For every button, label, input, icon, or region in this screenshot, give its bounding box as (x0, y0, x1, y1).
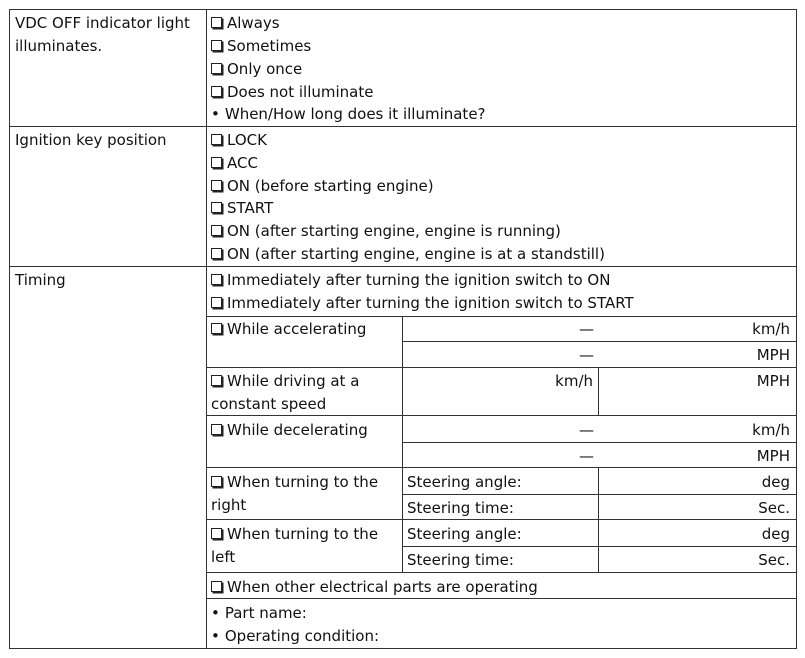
accel-dash-1: — (579, 320, 594, 338)
row-divider (402, 442, 797, 443)
right-steering-time-label: Steering time: (407, 499, 514, 517)
option-decelerating[interactable] (211, 420, 368, 440)
checkbox-icon[interactable] (211, 180, 222, 191)
option-start[interactable] (211, 198, 273, 218)
option-label: ON (after starting engine, engine is running) (227, 222, 561, 240)
option-on-before[interactable] (211, 176, 434, 196)
row-divider (206, 367, 797, 368)
row-divider (206, 467, 797, 468)
turn-left-label-line2: left (211, 548, 236, 566)
accel-unit-mph: MPH (756, 346, 790, 364)
checkbox-icon[interactable] (211, 323, 222, 334)
row-divider (402, 341, 797, 342)
vdc-note (211, 104, 486, 124)
option-label: When other electrical parts are operating (227, 578, 538, 596)
option-accelerating[interactable] (211, 319, 366, 339)
table-border-left (9, 9, 10, 649)
decel-dash-2: — (579, 447, 594, 465)
option-on-standstill[interactable] (211, 244, 605, 264)
option-label: Only once (227, 60, 303, 78)
option-label: ACC (227, 154, 258, 172)
option-label: Sometimes (227, 37, 312, 55)
option-label: While decelerating (227, 421, 368, 439)
row-divider (206, 572, 797, 573)
left-steering-angle-label: Steering angle: (407, 525, 522, 543)
option-label: ON (after starting engine, engine is at a standstill) (227, 245, 605, 263)
option-label: While driving at a (227, 372, 360, 390)
operating-condition-label: Operating condition: (224, 627, 380, 645)
decel-unit-mph: MPH (756, 447, 790, 465)
option-label: LOCK (227, 131, 267, 149)
option-lock[interactable] (211, 130, 267, 150)
cell-divider (598, 467, 599, 572)
checkbox-icon[interactable] (211, 581, 222, 592)
bullet-icon: • (211, 105, 220, 123)
row-divider-ignition (9, 266, 797, 267)
option-after-ign-start[interactable] (211, 293, 634, 313)
row-divider (402, 546, 797, 547)
constant-unit-mph: MPH (756, 372, 790, 390)
option-always[interactable] (211, 13, 280, 33)
accel-unit-kmh: km/h (752, 320, 790, 338)
left-steering-angle-unit: deg (761, 525, 790, 543)
option-after-ign-on[interactable] (211, 270, 610, 290)
cell-divider (402, 316, 403, 572)
checkbox-icon[interactable] (211, 134, 222, 145)
option-label: Does not illuminate (227, 83, 374, 101)
row-divider-vdc (9, 126, 797, 127)
option-acc[interactable] (211, 153, 258, 173)
option-label: While accelerating (227, 320, 367, 338)
checkbox-icon[interactable] (211, 297, 222, 308)
option-other-parts[interactable] (211, 577, 538, 597)
constant-unit-kmh: km/h (555, 372, 593, 390)
checkbox-icon[interactable] (211, 63, 222, 74)
cell-divider (598, 367, 599, 415)
checkbox-icon[interactable] (211, 17, 222, 28)
option-only-once[interactable] (211, 59, 302, 79)
turn-right-label-line2: right (211, 496, 247, 514)
left-steering-time-label: Steering time: (407, 551, 514, 569)
ignition-label: Ignition key position (15, 131, 167, 149)
row-divider (206, 519, 797, 520)
right-steering-angle-label: Steering angle: (407, 473, 522, 491)
option-label: Immediately after turning the ignition switch to START (227, 294, 634, 312)
row-divider (206, 415, 797, 416)
option-label: START (227, 199, 274, 217)
table-border-bottom (9, 648, 797, 649)
row-divider (402, 494, 797, 495)
option-turning-right[interactable] (211, 472, 378, 492)
option-sometimes[interactable] (211, 36, 311, 56)
checkbox-icon[interactable] (211, 86, 222, 97)
table-column-divider (206, 9, 207, 649)
operating-condition-line (211, 626, 379, 646)
checkbox-icon[interactable] (211, 424, 222, 435)
checkbox-icon[interactable] (211, 375, 222, 386)
bullet-icon: • (211, 604, 220, 622)
option-turning-left[interactable] (211, 524, 378, 544)
table-border-top (9, 9, 797, 10)
bullet-icon: • (211, 627, 220, 645)
vdc-label-line2: illuminates. (15, 37, 103, 55)
option-label: When turning to the (227, 473, 379, 491)
checkbox-icon[interactable] (211, 248, 222, 259)
part-name-label: Part name: (224, 604, 307, 622)
checkbox-icon[interactable] (211, 225, 222, 236)
decel-dash-1: — (579, 421, 594, 439)
table-border-right (796, 9, 797, 649)
option-constant-speed[interactable] (211, 371, 359, 391)
checkbox-icon[interactable] (211, 476, 222, 487)
accel-dash-2: — (579, 346, 594, 364)
checkbox-icon[interactable] (211, 202, 222, 213)
vdc-label-line1: VDC OFF indicator light (15, 14, 190, 32)
option-label: Immediately after turning the ignition switch to ON (227, 271, 611, 289)
checkbox-icon[interactable] (211, 528, 222, 539)
option-label: ON (before starting engine) (227, 177, 434, 195)
note-text: When/How long does it illuminate? (224, 105, 486, 123)
left-steering-time-unit: Sec. (758, 551, 790, 569)
option-does-not-illuminate[interactable] (211, 82, 373, 102)
checkbox-icon[interactable] (211, 157, 222, 168)
right-steering-angle-unit: deg (761, 473, 790, 491)
checkbox-icon[interactable] (211, 40, 222, 51)
row-divider (206, 598, 797, 599)
option-label: When turning to the (227, 525, 379, 543)
part-name-line (211, 603, 307, 623)
constant-label-line2: constant speed (211, 395, 327, 413)
row-divider (206, 316, 797, 317)
right-steering-time-unit: Sec. (758, 499, 790, 517)
option-label: Always (227, 14, 280, 32)
checkbox-icon[interactable] (211, 274, 222, 285)
timing-label: Timing (15, 271, 66, 289)
decel-unit-kmh: km/h (752, 421, 790, 439)
option-on-running[interactable] (211, 221, 561, 241)
